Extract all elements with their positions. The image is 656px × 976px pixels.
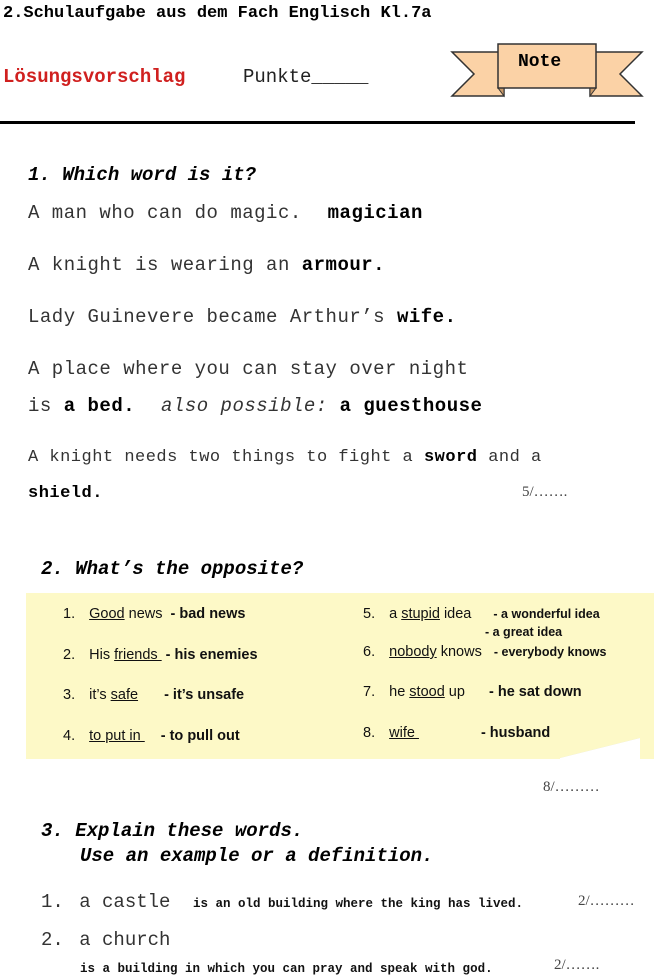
q1-answer-2: armour. — [301, 254, 386, 276]
opposite-pre: His — [89, 647, 115, 663]
question-2-heading: 2. What’s the opposite? — [41, 558, 304, 580]
q1-line-6-text-a: A knight needs two things to fight a — [28, 448, 414, 467]
opposite-answer: - a wonderful idea — [493, 607, 600, 621]
q3-item-num: 1. — [41, 891, 64, 913]
q1-line-3 — [28, 306, 456, 328]
opposite-word: to put in — [89, 728, 145, 744]
opposite-word: stupid — [401, 606, 440, 622]
opposite-item-1 — [63, 606, 245, 622]
header-divider — [0, 121, 635, 124]
opposite-post: news — [124, 606, 163, 622]
q1-answer-5a: sword — [423, 448, 478, 467]
opposite-item-8 — [363, 725, 550, 741]
opposite-pre: it’s — [89, 687, 111, 703]
opposite-num: 1. — [63, 606, 76, 622]
opposite-item-2 — [63, 647, 258, 663]
opposite-answer: - bad news — [170, 606, 246, 622]
grade-label: Note — [518, 52, 562, 72]
opposite-num: 2. — [63, 647, 76, 663]
opposite-answer: - he sat down — [488, 684, 582, 700]
q2-score: 8/……… — [543, 779, 600, 795]
opposite-answer: - to pull out — [160, 728, 240, 744]
document-title: 2.Schulaufgabe aus dem Fach Englisch Kl.7a — [3, 4, 432, 23]
opposite-num: 4. — [63, 728, 76, 744]
q1-line-1-text: A man who can do magic. — [28, 202, 302, 224]
opposite-answer-alt: - a great idea — [485, 625, 563, 639]
opposite-item-5-alt — [485, 625, 562, 639]
question-3-subheading: Use an example or a definition. — [80, 845, 434, 867]
opposite-num: 8. — [363, 725, 376, 741]
curled-corner-icon — [560, 732, 640, 766]
opposite-post: up — [444, 684, 465, 700]
opposite-item-5 — [363, 606, 600, 622]
opposite-pre: a — [389, 606, 402, 622]
q1-line-6-text-b: and a — [488, 448, 542, 467]
q1-answer-5b: shield. — [28, 484, 103, 503]
opposite-answer: - it’s unsafe — [164, 687, 245, 703]
opposite-answer: - everybody knows — [493, 645, 607, 659]
solution-label: Lösungsvorschlag — [3, 66, 186, 88]
q3-item-num: 2. — [41, 929, 64, 951]
opposite-answer: - husband — [480, 725, 551, 741]
q1-line-4: A place where you can stay over night — [28, 358, 469, 380]
q1-line-1 — [28, 202, 423, 224]
q3-item-word: a castle — [79, 891, 171, 913]
opposite-word: stood — [409, 684, 445, 700]
q3-item-2 — [41, 929, 170, 951]
opposite-word: Good — [89, 606, 125, 622]
opposite-num: 7. — [363, 684, 376, 700]
q1-answer-4: a bed. — [63, 395, 136, 417]
opposite-word: nobody — [389, 644, 437, 660]
q1-line-3-text: Lady Guinevere became Arthur’s — [28, 306, 386, 328]
q1-line-5 — [28, 395, 482, 417]
q1-score: 5/……. — [522, 484, 568, 500]
q3-item-word: a church — [79, 929, 171, 951]
question-1-heading: 1. Which word is it? — [28, 164, 257, 186]
q1-line-2 — [28, 254, 385, 276]
points-field: Punkte_____ — [243, 66, 369, 88]
opposite-post: knows — [436, 644, 482, 660]
q1-answer-4-alt: a guesthouse — [339, 395, 483, 417]
q1-line-5-pre: is — [28, 395, 52, 417]
opposite-word: wife — [389, 725, 419, 741]
opposite-num: 3. — [63, 687, 76, 703]
opposite-word: friends — [114, 647, 162, 663]
opposite-num: 6. — [363, 644, 376, 660]
opposite-item-7 — [363, 684, 582, 700]
q3-answer-1: is an old building where the king has lived. — [193, 897, 524, 911]
question-3-heading: 3. Explain these words. — [41, 820, 304, 842]
opposite-num: 5. — [363, 606, 376, 622]
q1-answer-3: wife. — [396, 306, 457, 328]
opposite-pre: he — [389, 684, 410, 700]
q1-also-possible: also possible: — [161, 395, 328, 417]
opposite-post: idea — [439, 606, 472, 622]
q3-answer-2: is a building in which you can pray and speak with god. — [80, 962, 493, 976]
q3-score-2: 2/……. — [554, 957, 600, 973]
opposite-item-4 — [63, 728, 240, 744]
opposite-answer: - his enemies — [165, 647, 258, 663]
q3-item-1 — [41, 891, 170, 913]
q1-answer-1: magician — [327, 202, 423, 224]
q3-score-1: 2/……… — [578, 893, 635, 909]
q1-line-6 — [28, 448, 542, 467]
opposite-item-3 — [63, 687, 244, 703]
q1-line-2-text: A knight is wearing an — [28, 254, 290, 276]
opposite-item-6 — [363, 644, 606, 660]
opposite-word: safe — [110, 687, 139, 703]
